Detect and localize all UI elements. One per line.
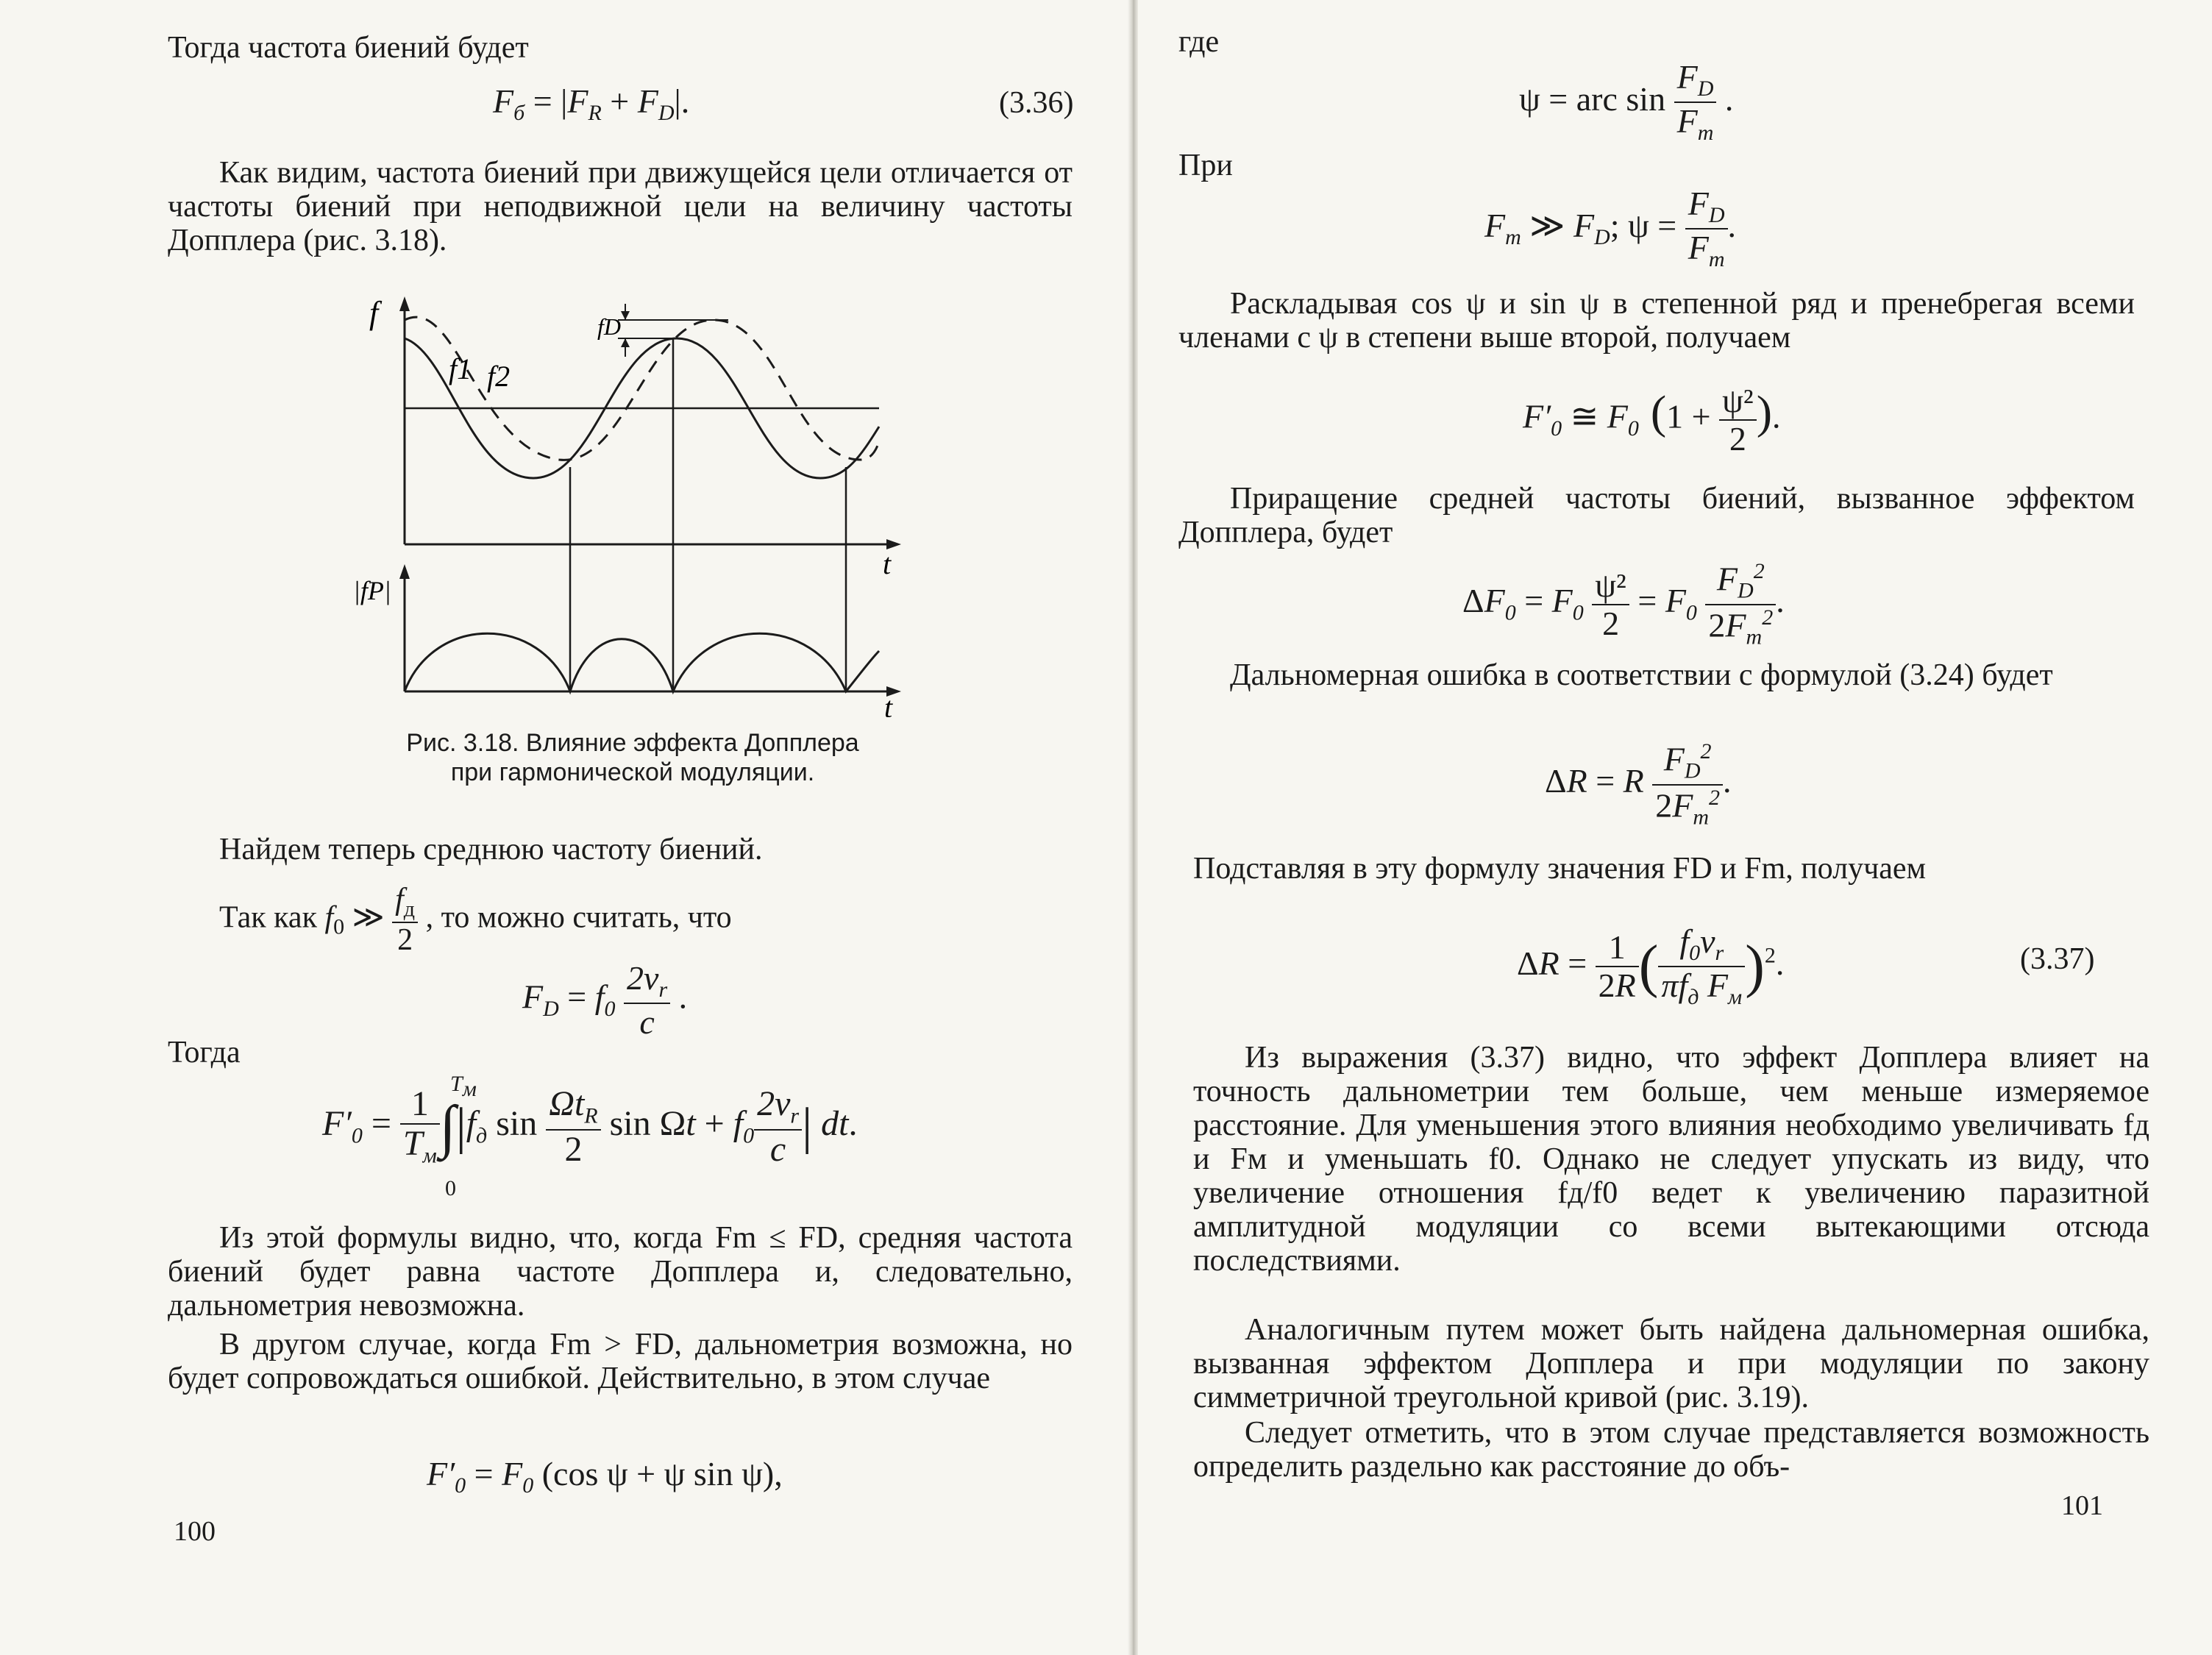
- integral-lower-limit: 0: [445, 1176, 456, 1200]
- equation-fd: $F_D = f_0$ $\frac{2v_r}{c}$ .: [522, 959, 688, 1042]
- equation-3-37: ΔR = $\frac{1}{2R}$ ( $\frac{f_0v_r}{\pi f_д F_м}$ )$^2$.: [1517, 922, 1785, 1010]
- equation-number-3-37: (3.37): [2020, 942, 2095, 976]
- equation-f0-integral: $F'_0$ = $\frac{1}{T_м}$ $\int|f_д$ sin $\frac{\Omega t_R}{2}$ $\sin \Omega t + f_0$ $\frac{2v_r}{c}$ | dt.: [322, 1084, 858, 1169]
- right-page: [1133, 0, 2212, 1655]
- right-p4: Приращение средней частоты биений, вызванное эффектом Допплера, будет: [1178, 482, 2135, 549]
- left-p3: Найдем теперь среднюю частоту биений.: [219, 833, 763, 866]
- fp-magnitude-curve: [405, 633, 879, 691]
- figure-caption: [353, 728, 912, 787]
- left-p4-b: , то можно считать, что: [425, 900, 732, 935]
- left-p5: Тогда: [168, 1036, 241, 1069]
- right-p5: Дальномерная ошибка в соответствии с формулой (3.24) будет: [1230, 658, 2053, 692]
- label-t-top: t: [883, 547, 892, 580]
- upper-f-axis-arrow-icon: [399, 296, 410, 311]
- left-p4-a: Так как: [219, 900, 317, 935]
- right-p6: Подставляя в эту формулу значения FD и Fm, получаем: [1193, 852, 1927, 886]
- right-p2: При: [1178, 149, 1233, 182]
- left-p4: Так как $f_0$ ≫ $\frac{f_д}{2}$ , то можно считать, что: [219, 883, 732, 958]
- left-p6: Из этой формулы видно, что, когда Fm ≤ FD, средняя частота биений будет равна частоте Допплера и, следовательно, дальнометрия невозможна.: [168, 1221, 1073, 1323]
- fd-arrow-down-icon: [621, 311, 630, 320]
- fd-arrow-up-icon: [621, 338, 630, 347]
- equation-approx: $F'_0$ ≅ $F_0$ (1 + $\frac{\text{ψ²}}{2}$ ).: [1523, 382, 1781, 458]
- right-p1: где: [1178, 25, 1220, 59]
- label-f: f: [369, 295, 379, 331]
- right-p3: Раскладывая cos ψ и sin ψ в степенной ряд и пренебрегая всеми членами с ψ в степени выше второй, получаем: [1178, 287, 2135, 355]
- right-p9: Следует отметить, что в этом случае представляется возможность определить раздельно как расстояние до объ-: [1193, 1416, 2149, 1484]
- right-p8: Аналогичным путем может быть найдена дальномерная ошибка, вызванная эффектом Допплера и при модуляции по закону симметричной треугольной кривой (рис. 3.19).: [1193, 1313, 2149, 1414]
- left-p2: Как видим, частота биений при движущейся цели отличается от частоты биений при неподвижной цели на величину частоты Допплера (рис. 3.18).: [168, 156, 1073, 257]
- figure-3-18: [353, 291, 912, 717]
- label-fp: |fP|: [353, 576, 391, 605]
- equation-f0-cos: $F'_0 = F_0$ (cos ψ + ψ sin ψ),: [427, 1455, 783, 1498]
- integral-upper-limit: $T_м$: [450, 1072, 477, 1101]
- label-f2: f2: [487, 360, 511, 393]
- figure-caption-line1: Рис. 3.18. Влияние эффекта Допплера: [406, 729, 859, 757]
- left-p1: Тогда частота биений будет: [168, 31, 529, 65]
- label-fd: fD: [597, 313, 621, 340]
- label-t-bottom: t: [884, 691, 893, 717]
- equation-3-36: $F_б = |F_R + F_D|$.: [493, 82, 690, 126]
- figure-caption-line2: при гармонической модуляции.: [450, 758, 815, 786]
- lower-fp-axis-arrow-icon: [399, 564, 410, 579]
- right-page-number: 101: [2061, 1490, 2103, 1521]
- left-page-number: 100: [174, 1516, 216, 1547]
- label-f1: f1: [449, 352, 472, 385]
- right-p7: Из выражения (3.37) видно, что эффект Допплера влияет на точность дальнометрии тем больше, чем меньше измеряемое расстояние. Для уменьшения этого влияния необходимо увеличивать fд и Fм и уменьшать f0. Однако не следует упускать из виду, что увеличение отношения fд/f0 ведет к увеличению паразитной амплитудной модуляции со всеми вытекающими отсюда последствиями.: [1193, 1041, 2149, 1278]
- equation-condition: $F_m$ ≫ $F_D$; ψ = $\frac{F_D}{F_m}$ .: [1484, 185, 1737, 272]
- equation-psi: ψ = arc sin $\frac{F_D}{F_m}$ .: [1519, 58, 1734, 146]
- equation-delta-r: ΔR = R $\frac{F_D^2}{2F_m^2}$ .: [1545, 739, 1732, 830]
- left-p7: В другом случае, когда Fm > FD, дальнометрия возможна, но будет сопровождаться ошибкой. Действительно, в этом случае: [168, 1328, 1073, 1395]
- equation-delta-f0: $\Delta F_0 = F_0$ $\frac{\text{ψ²}}{2}$ = $F_0$ $\frac{F_D^2}{2F_m^2}$ .: [1462, 559, 1785, 649]
- equation-number-3-36: (3.36): [999, 86, 1074, 120]
